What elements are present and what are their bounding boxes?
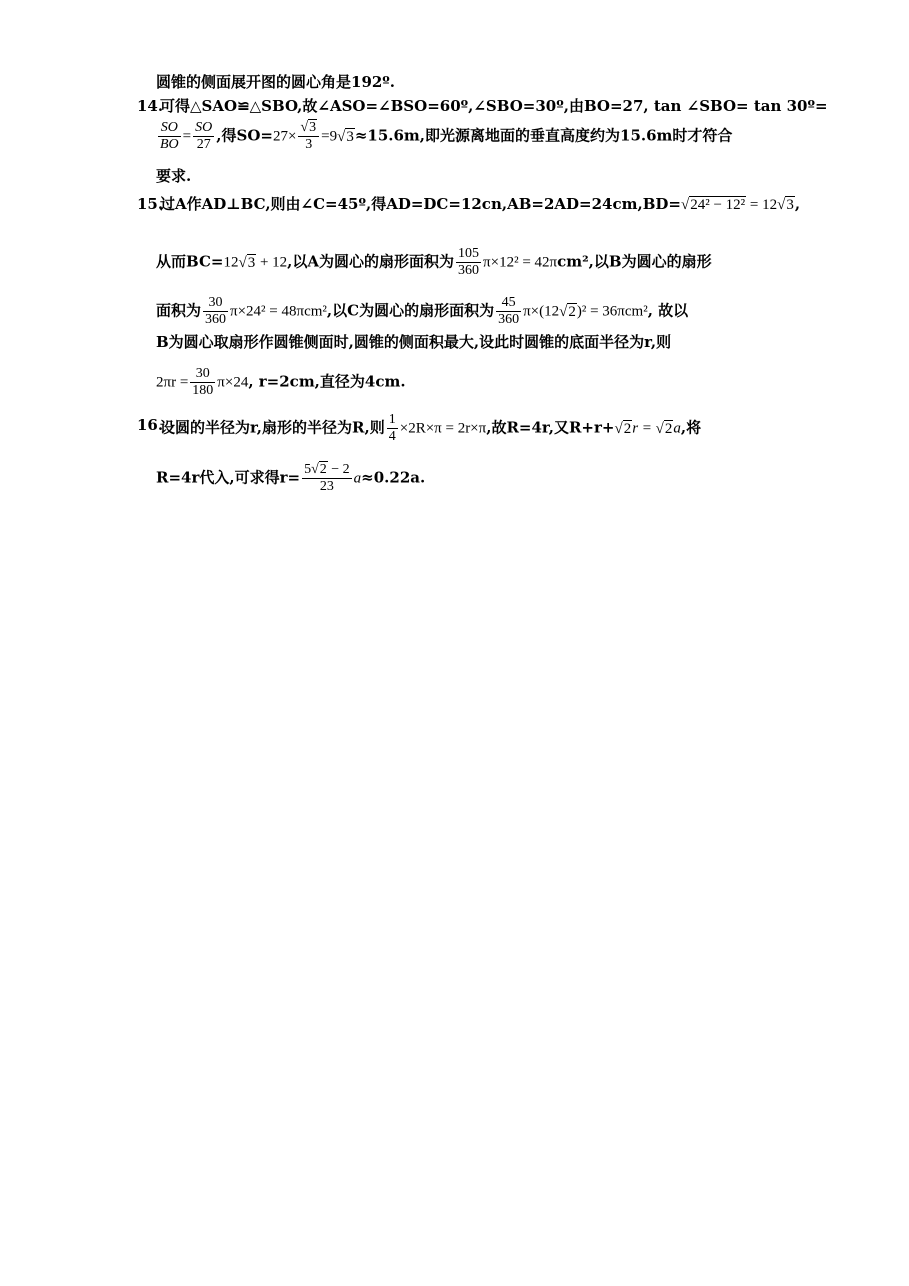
fraction-105-360: $\frac{105}{360}$ bbox=[458, 246, 480, 278]
fraction-r-result: $\frac{5√2 - 2}{23}$ bbox=[304, 462, 350, 494]
p15-line-1: 过A作AD⊥BC,则由∠C=45º,得AD=DC=12cn,AB=2AD=24cm,BD=√24² − 12² = 12√3, bbox=[160, 195, 801, 213]
p15-number: 15. bbox=[137, 195, 164, 213]
p15-line-5: 2πr = $\frac{30}{180}$ π×24, r=2cm,直径为4cm. bbox=[156, 366, 406, 398]
fraction-so-bo: $\frac{SO}{BO}$ bbox=[160, 120, 179, 152]
fraction-1-4: $\frac{1}{4}$ bbox=[388, 412, 396, 444]
p13-line: 圆锥的侧面展开图的圆心角是192º. bbox=[156, 73, 396, 91]
p16-line-1: 设圆的半径为r,扇形的半径为R,则 $\frac{1}{4}$ ×2R×π = 2r×π,故R=4r,又R+r+√2r = √2a,将 bbox=[160, 412, 702, 444]
p14-line-3: 要求. bbox=[156, 167, 192, 185]
p14-line-2: $\frac{SO}{BO}$ = $\frac{SO}{27}$ ,得SO=27× $\frac{√3}{3}$ =9√3≈15.6m,即光源离地面的垂直高度约为15.6m时才符合 bbox=[160, 120, 733, 152]
p15-line-3: 面积为 $\frac{30}{360}$ π×24² = 48πcm²,以C为圆心的扇形面积为 $\frac{45}{360}$ π×(12√2)² = 36πcm², 故以 bbox=[156, 295, 689, 327]
fraction-45-360: $\frac{45}{360}$ bbox=[498, 295, 520, 327]
p14-line-1: 可得△SAO≌△SBO,故∠ASO=∠BSO=60º,∠SBO=30º,由BO=27, tan ∠SBO= tan 30º= bbox=[160, 97, 828, 115]
fraction-30-360: $\frac{30}{360}$ bbox=[205, 295, 227, 327]
fraction-sqrt3-3: $\frac{√3}{3}$ bbox=[298, 120, 319, 153]
p15-line-2: 从而BC=12√3 + 12,以A为圆心的扇形面积为 $\frac{105}{360}$ π×12² = 42πcm²,以B为圆心的扇形 bbox=[156, 246, 712, 278]
p16-line-2: R=4r代入,可求得r= $\frac{5√2 - 2}{23}$ a≈0.22a. bbox=[156, 462, 426, 494]
p14-number: 14. bbox=[137, 97, 164, 115]
p15-line-4: B为圆心取扇形作圆锥侧面时,圆锥的侧面积最大,设此时圆锥的底面半径为r,则 bbox=[156, 333, 672, 351]
fraction-30-180: $\frac{30}{180}$ bbox=[192, 366, 214, 398]
p16-number: 16. bbox=[137, 416, 164, 434]
fraction-so-27: $\frac{SO}{27}$ bbox=[195, 120, 213, 152]
